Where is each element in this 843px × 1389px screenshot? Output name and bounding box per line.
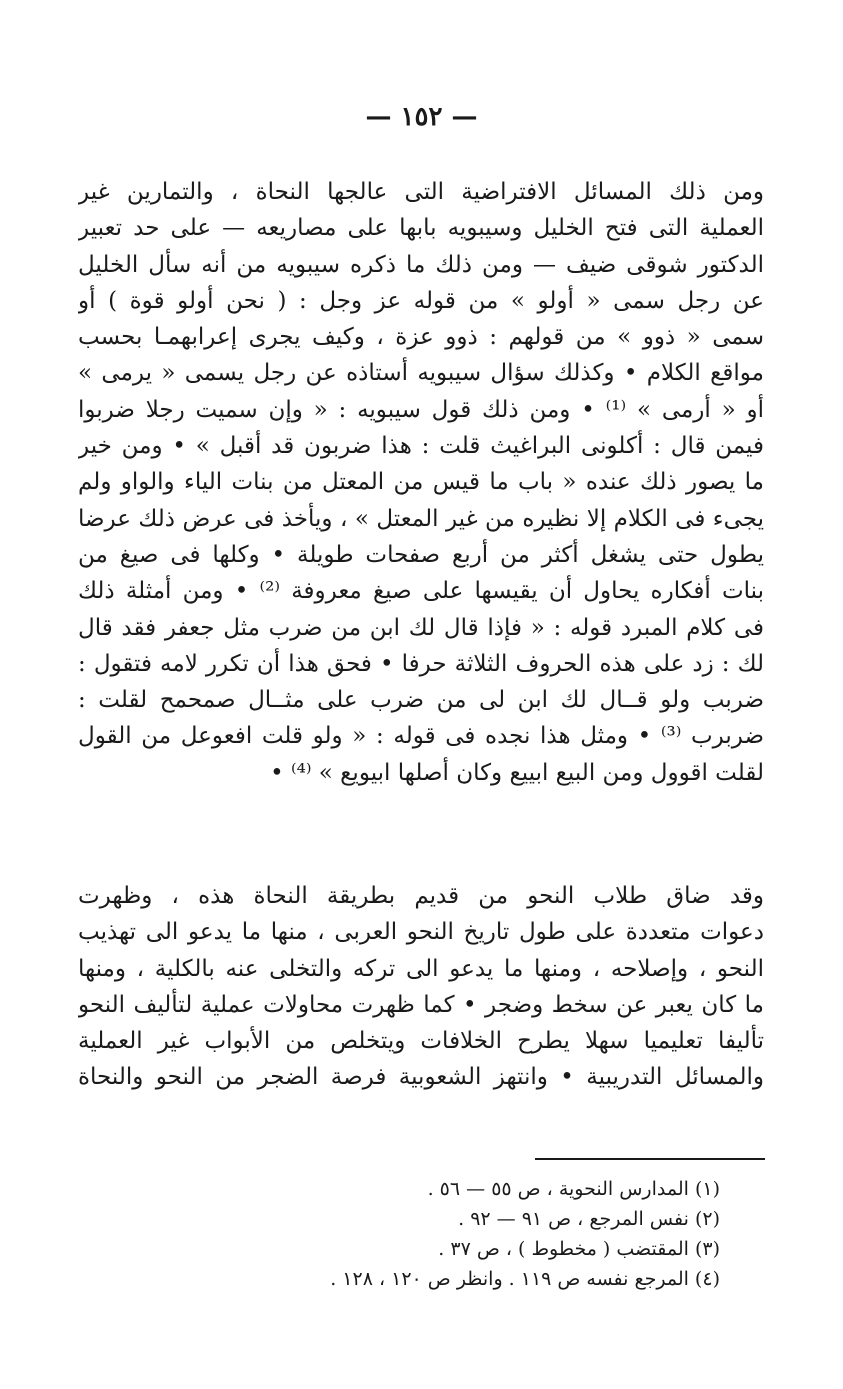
paragraph-1-line: مواقع الكلام • وكذلك سؤال سيبويه أستاذه عن رجل يسمى « يرمى »	[78, 360, 764, 387]
page-number: — ١٥٢ —	[365, 102, 478, 132]
paragraph-1-line: ضربرب ⁽³⁾ • ومثل هذا نجده فى قوله : « ولو قلت افعوعل من القول	[78, 723, 764, 750]
paragraph-2-line: والمسائل التدريبية • وانتهز الشعوبية فرصة الضجر من النحو والنحاة	[78, 1064, 764, 1091]
paragraph-2-line: دعوات متعددة على طول تاريخ النحو العربى ، منها ما يدعو الى تهذيب	[78, 919, 764, 946]
footnote-item: (١) المدارس النحوية ، ص ٥٥ — ٥٦ .	[427, 1178, 720, 1200]
paragraph-1-line: لك : زد على هذه الحروف الثلاثة حرفا • فحق هذا أن تكرر لامه فتقول :	[78, 650, 764, 677]
paragraph-1-line: العملية التى فتح الخليل وسيبويه بابها على مصاريعه — على حد تعبير	[78, 215, 764, 242]
paragraph-2	[78, 878, 764, 1096]
footnote-item: (٣) المقتضب ( مخطوط ) ، ص ٣٧ .	[438, 1238, 720, 1260]
paragraph-1-line: عن رجل سمى « أولو » من قوله عز وجل : ( نحن أولو قوة ) أو	[78, 287, 764, 314]
paragraph-1-line: بنات أفكاره يحاول أن يقيسها على صيغ معروفة ⁽²⁾ • ومن أمثلة ذلك	[78, 578, 764, 605]
paragraph-2-line: وقد ضاق طلاب النحو من قديم بطريقة النحاة هذه ، وظهرت	[78, 883, 764, 909]
paragraph-1-line: يطول حتى يشغل أكثر من أربع صفحات طويلة • وكلها فى صيغ من	[78, 541, 764, 568]
paragraph-1	[78, 174, 764, 791]
paragraph-1-line: الدكتور شوقى ضيف — ومن ذلك ما ذكره سيبويه من أنه سأل الخليل	[78, 251, 764, 278]
paragraph-1-line: ومن ذلك المسائل الافتراضية التى عالجها النحاة ، والتمارين غير	[78, 179, 764, 205]
paragraph-1-line: أو « أرمى » ⁽¹⁾ • ومن ذلك قول سيبويه : « وإن سميت رجلا ضربوا	[78, 396, 764, 423]
paragraph-1-line: ضربب ولو قــال لك ابن لى من ضرب على مثــال صمحمح لقلت :	[78, 687, 764, 714]
paragraph-1-line: لقلت اقوول ومن البيع ابييع وكان أصلها ابيويع » ⁽⁴⁾ •	[270, 759, 764, 786]
paragraph-1-line: يجىء فى الكلام إلا نظيره من غير المعتل » ، ويأخذ فى عرض ذلك عرضا	[78, 505, 764, 532]
footnotes-list	[200, 1174, 720, 1294]
paragraph-1-line: ما يصور ذلك عنده « باب ما قيس من المعتل من بنات الياء والواو ولم	[78, 469, 764, 496]
paragraph-1-line: فى كلام المبرد قوله : « فإذا قال لك ابن من ضرب مثل جعفر فقد قال	[78, 614, 764, 641]
paragraph-1-line: سمى « ذوو » من قولهم : ذوو عزة ، وكيف يجرى إعرابهمـا بحسب	[78, 324, 764, 351]
paragraph-1-line: فيمن قال : أكلونى البراغيث قلت : هذا ضربون قد أقبل » • ومن خير	[78, 433, 764, 460]
footnote-separator	[535, 1158, 765, 1160]
footnote-item: (٢) نفس المرجع ، ص ٩١ — ٩٢ .	[458, 1208, 720, 1230]
paragraph-2-line: النحو ، وإصلاحه ، ومنها ما يدعو الى تركه والتخلى عنه بالكلية ، ومنها	[78, 955, 764, 982]
paragraph-2-line: ما كان يعبر عن سخط وضجر • كما ظهرت محاولات عملية لتأليف النحو	[78, 991, 764, 1018]
footnote-item: (٤) المرجع نفسه ص ١١٩ . وانظر ص ١٢٠ ، ١٢٨ .	[330, 1268, 720, 1290]
paragraph-2-line: تأليفا تعليميا سهلا يطرح الخلافات ويتخلص من الأبواب غير العملية	[78, 1028, 764, 1055]
